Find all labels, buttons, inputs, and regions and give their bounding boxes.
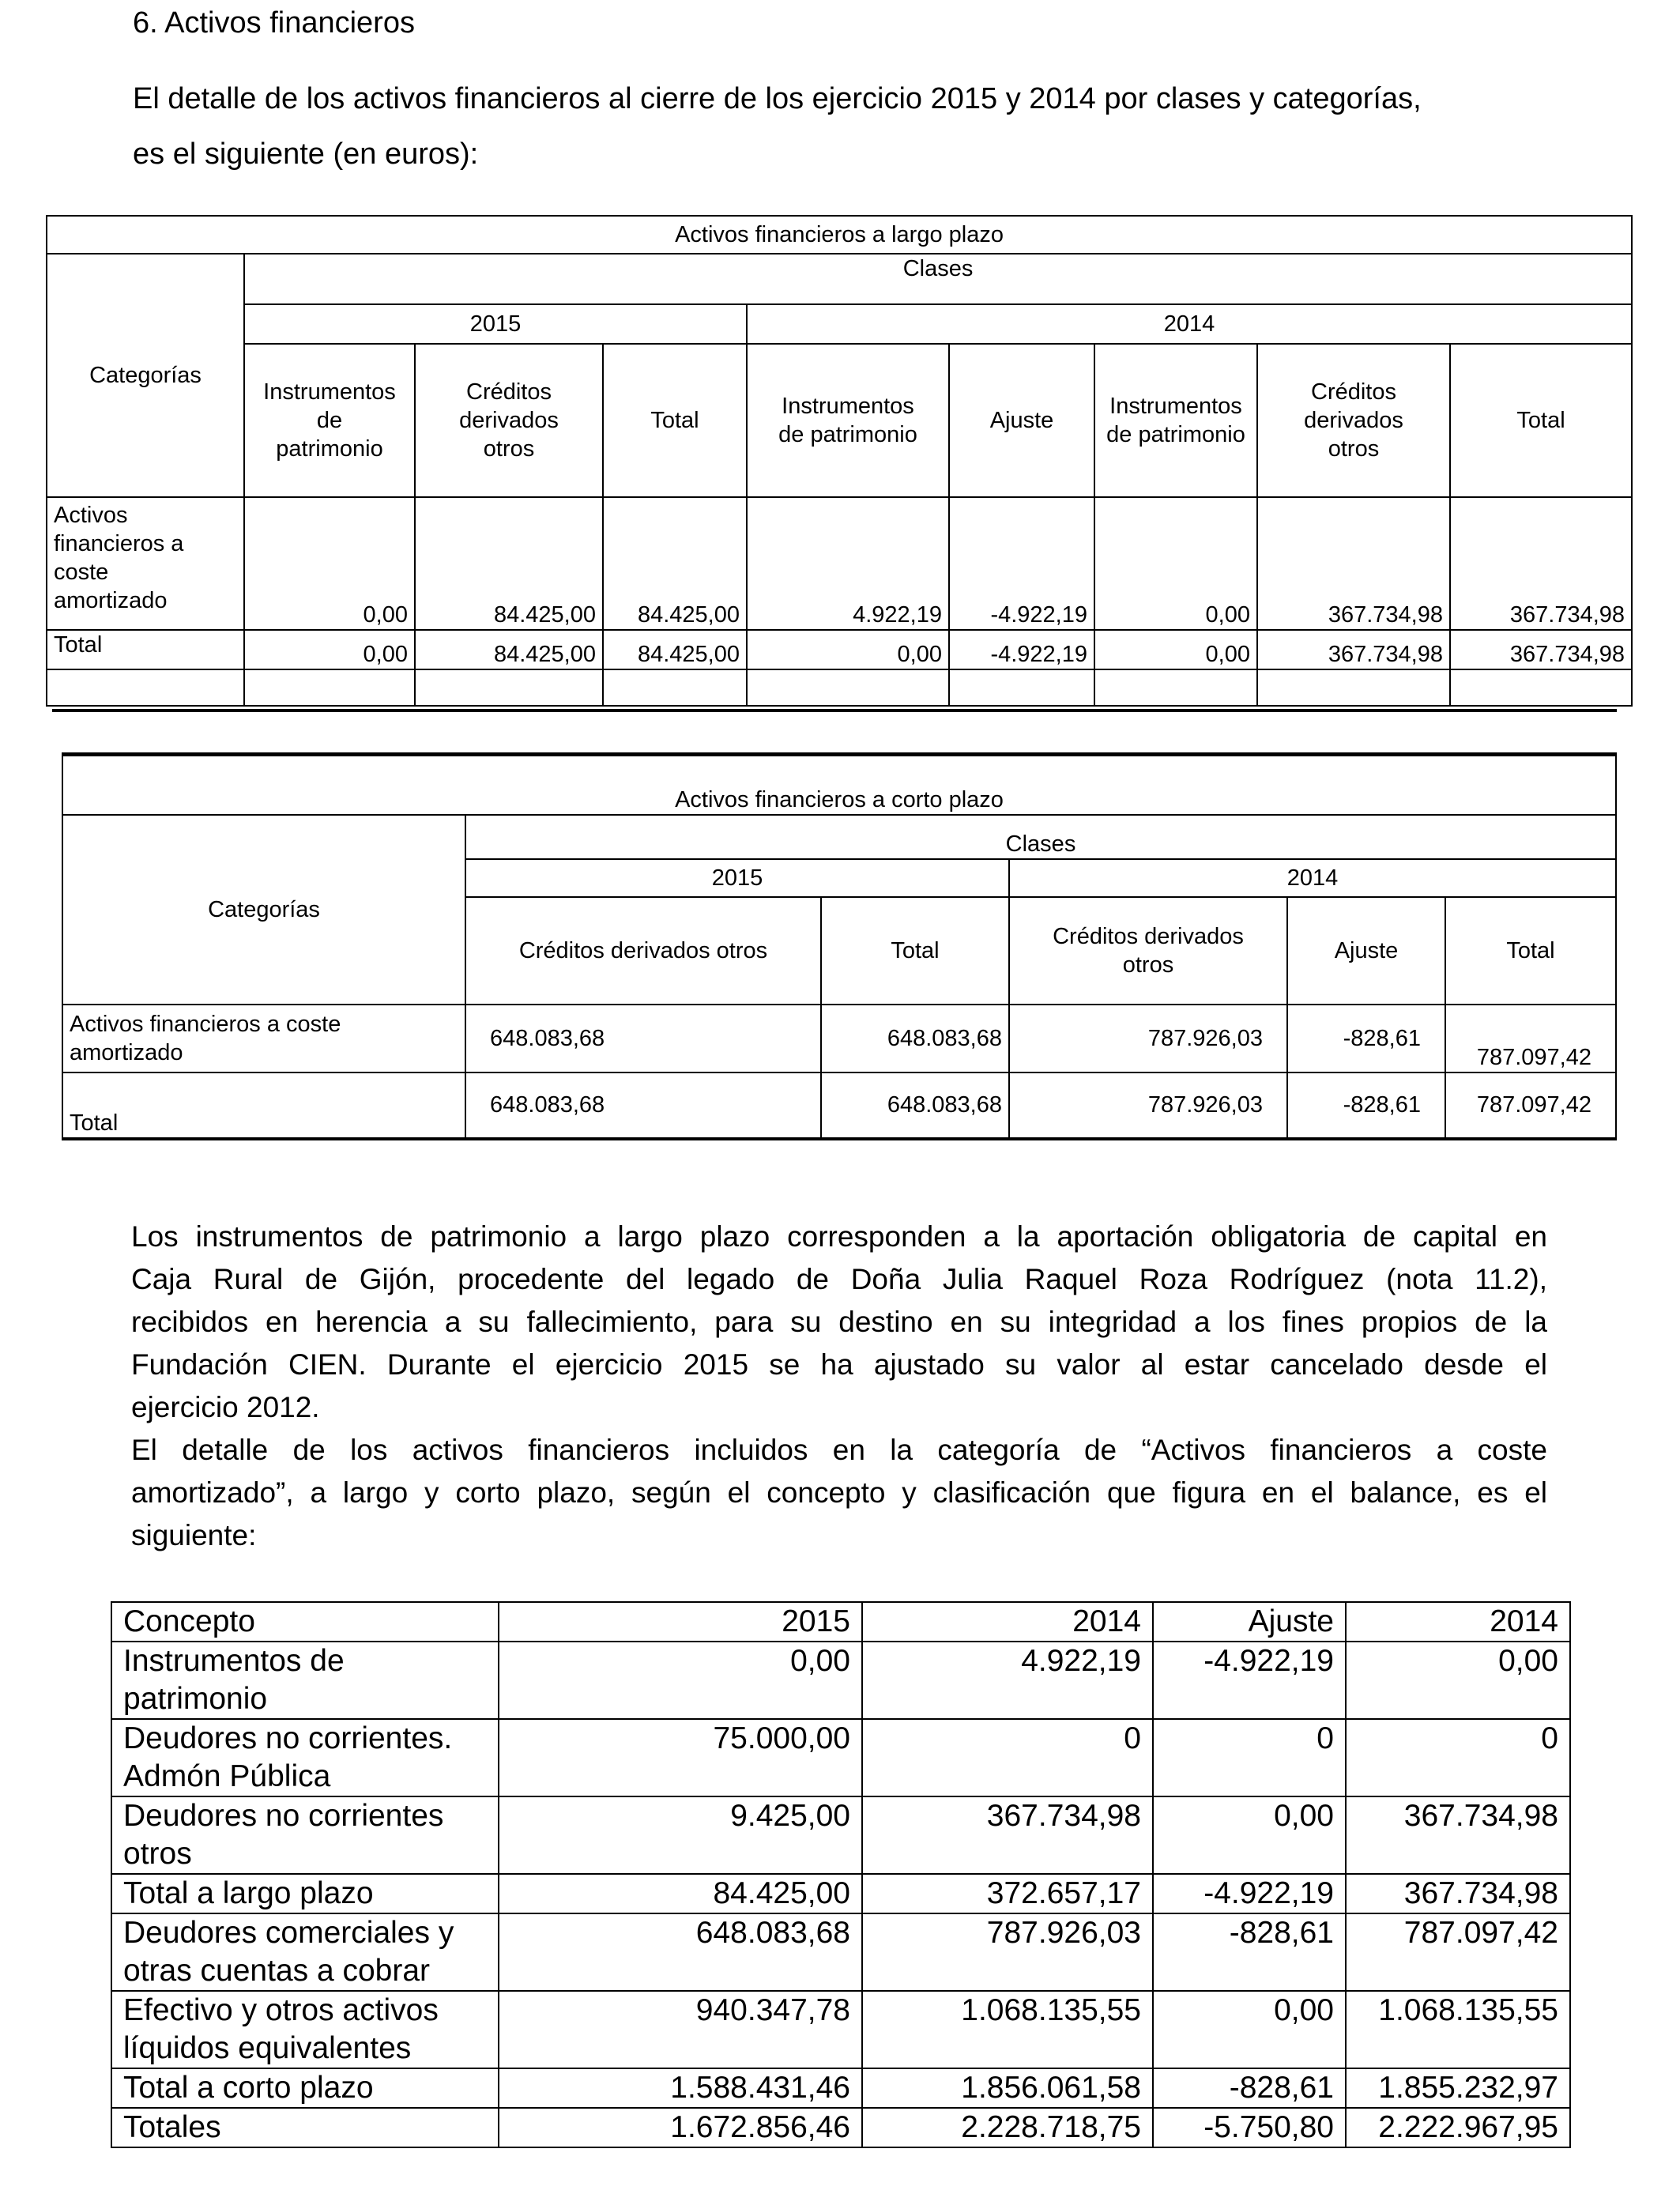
value-cell: 367.734,98 xyxy=(1257,497,1450,630)
value-cell: 0,00 xyxy=(1094,630,1257,669)
value-cell: 367.734,98 xyxy=(1346,1796,1570,1874)
year-2014-header: 2014 xyxy=(747,304,1632,344)
value-cell: 787.926,03 xyxy=(1009,1005,1287,1072)
value-cell: 0,00 xyxy=(1153,1796,1346,1874)
value-cell: -828,61 xyxy=(1287,1005,1445,1072)
explanatory-paragraph xyxy=(131,1216,1547,1557)
row-label: Efectivo y otros activos líquidos equivalentes xyxy=(111,1991,499,2068)
divider xyxy=(52,709,1617,712)
header-ajuste: Ajuste xyxy=(1153,1602,1346,1642)
long-term-assets-table xyxy=(46,215,1633,707)
value-cell: 4.922,19 xyxy=(747,497,949,630)
table-row xyxy=(47,630,1632,669)
table-row xyxy=(111,2068,1570,2108)
table-row xyxy=(111,1913,1570,1991)
value-cell: 0,00 xyxy=(1094,497,1257,630)
col-creditos-2014: Créditos derivados otros xyxy=(1009,897,1287,1005)
value-cell: -828,61 xyxy=(1153,2068,1346,2108)
header-2014: 2014 xyxy=(862,1602,1153,1642)
year-2015-header: 2015 xyxy=(465,859,1009,897)
value-cell: -4.922,19 xyxy=(1153,1642,1346,1719)
year-2015-header: 2015 xyxy=(244,304,747,344)
value-cell: 4.922,19 xyxy=(862,1642,1153,1719)
value-cell: -4.922,19 xyxy=(1153,1874,1346,1913)
row-label: Activos financieros a coste amortizado xyxy=(47,497,244,630)
paragraph-line: ejercicio 2012. xyxy=(131,1391,320,1423)
categorias-header: Categorías xyxy=(47,254,244,497)
table-title: Activos financieros a largo plazo xyxy=(47,216,1632,254)
value-cell: 0 xyxy=(1153,1719,1346,1796)
row-label: Deudores no corrientes. Admón Pública xyxy=(111,1719,499,1796)
value-cell: 787.097,42 xyxy=(1445,1005,1616,1072)
clases-header: Clases xyxy=(244,254,1632,304)
value-cell: 0 xyxy=(1346,1719,1570,1796)
value-cell: 0,00 xyxy=(747,630,949,669)
value-cell: 372.657,17 xyxy=(862,1874,1153,1913)
clases-header: Clases xyxy=(465,815,1616,859)
row-label: Activos financieros a coste amortizado xyxy=(62,1005,465,1072)
paragraph-line: Caja Rural de Gijón, procedente del legado de Doña Julia Raquel Roza Rodríguez (nota 11.2), xyxy=(131,1263,1547,1295)
paragraph-line: amortizado”, a largo y corto plazo, según el concepto y clasificación que figura en el balance, es el xyxy=(131,1476,1547,1509)
paragraph-line: recibidos en herencia a su fallecimiento, para su destino en su integridad a los fines propios de la xyxy=(131,1306,1547,1338)
value-cell: 1.588.431,46 xyxy=(499,2068,862,2108)
row-label: Total a corto plazo xyxy=(111,2068,499,2108)
section-heading: 6. Activos financieros xyxy=(133,6,415,40)
col-total-2015: Total xyxy=(603,344,747,497)
table-row xyxy=(62,1072,1616,1139)
value-cell: 84.425,00 xyxy=(603,497,747,630)
col-ajuste-2014: Ajuste xyxy=(1287,897,1445,1005)
value-cell: 0,00 xyxy=(1153,1991,1346,2068)
year-2014-header: 2014 xyxy=(1009,859,1616,897)
short-term-assets-table xyxy=(62,752,1617,1140)
value-cell: 1.068.135,55 xyxy=(1346,1991,1570,2068)
categorias-header: Categorías xyxy=(62,815,465,1005)
header-concepto: Concepto xyxy=(111,1602,499,1642)
value-cell: 84.425,00 xyxy=(415,630,603,669)
table-row xyxy=(111,1991,1570,2068)
col-creditos-2015: Créditos derivados otros xyxy=(465,897,821,1005)
col-creditos-2015: Créditos derivados otros xyxy=(415,344,603,497)
intro-line: es el siguiente (en euros): xyxy=(133,138,479,171)
value-cell: 648.083,68 xyxy=(821,1005,1009,1072)
value-cell: 787.926,03 xyxy=(1009,1072,1287,1139)
value-cell: 1.856.061,58 xyxy=(862,2068,1153,2108)
paragraph-line: El detalle de los activos financieros incluidos en la categoría de “Activos financieros a coste xyxy=(131,1434,1547,1466)
table-header-row xyxy=(111,1602,1570,1642)
col-instrumentos-2014: Instrumentos de patrimonio xyxy=(747,344,949,497)
value-cell: 75.000,00 xyxy=(499,1719,862,1796)
value-cell: 787.097,42 xyxy=(1346,1913,1570,1991)
value-cell: 0,00 xyxy=(244,497,415,630)
value-cell: 0 xyxy=(862,1719,1153,1796)
table-row xyxy=(62,1005,1616,1072)
value-cell: 1.672.856,46 xyxy=(499,2108,862,2147)
value-cell: 648.083,68 xyxy=(821,1072,1009,1139)
col-total-2014: Total xyxy=(1445,897,1616,1005)
table-row xyxy=(111,1642,1570,1719)
value-cell: 9.425,00 xyxy=(499,1796,862,1874)
table-row xyxy=(111,1796,1570,1874)
col-ajuste-2014: Ajuste xyxy=(949,344,1094,497)
header-2014-b: 2014 xyxy=(1346,1602,1570,1642)
value-cell: 367.734,98 xyxy=(862,1796,1153,1874)
value-cell: 367.734,98 xyxy=(1346,1874,1570,1913)
table-row xyxy=(47,669,1632,706)
value-cell: -828,61 xyxy=(1287,1072,1445,1139)
row-label: Total a largo plazo xyxy=(111,1874,499,1913)
value-cell: 1.068.135,55 xyxy=(862,1991,1153,2068)
value-cell: -4.922,19 xyxy=(949,497,1094,630)
paragraph-line: siguiente: xyxy=(131,1519,257,1551)
value-cell: 0,00 xyxy=(1346,1642,1570,1719)
value-cell: 2.222.967,95 xyxy=(1346,2108,1570,2147)
row-label: Deudores comerciales y otras cuentas a cobrar xyxy=(111,1913,499,1991)
value-cell: 1.855.232,97 xyxy=(1346,2068,1570,2108)
value-cell: 2.228.718,75 xyxy=(862,2108,1153,2147)
row-label: Deudores no corrientes otros xyxy=(111,1796,499,1874)
value-cell: 648.083,68 xyxy=(465,1072,821,1139)
col-total-2014: Total xyxy=(1450,344,1632,497)
value-cell: -5.750,80 xyxy=(1153,2108,1346,2147)
row-label: Instrumentos de patrimonio xyxy=(111,1642,499,1719)
concepto-detail-table xyxy=(111,1601,1571,2148)
value-cell: 0,00 xyxy=(244,630,415,669)
col-instrumentos-2015: Instrumentos de patrimonio xyxy=(244,344,415,497)
intro-paragraph xyxy=(133,71,1555,182)
table-row xyxy=(47,497,1632,630)
col-instrumentos-2014-b: Instrumentos de patrimonio xyxy=(1094,344,1257,497)
value-cell: 648.083,68 xyxy=(465,1005,821,1072)
value-cell: 367.734,98 xyxy=(1450,630,1632,669)
paragraph-line: Los instrumentos de patrimonio a largo plazo corresponden a la aportación obligatoria de capital en xyxy=(131,1220,1547,1253)
value-cell: 84.425,00 xyxy=(415,497,603,630)
value-cell: 367.734,98 xyxy=(1257,630,1450,669)
value-cell: -828,61 xyxy=(1153,1913,1346,1991)
row-label: Total xyxy=(47,630,244,669)
value-cell: 0,00 xyxy=(499,1642,862,1719)
col-creditos-2014: Créditos derivados otros xyxy=(1257,344,1450,497)
value-cell: 84.425,00 xyxy=(603,630,747,669)
value-cell: 367.734,98 xyxy=(1450,497,1632,630)
value-cell: 940.347,78 xyxy=(499,1991,862,2068)
col-total-2015: Total xyxy=(821,897,1009,1005)
value-cell: 787.097,42 xyxy=(1445,1072,1616,1139)
table-row xyxy=(111,1719,1570,1796)
row-label: Total xyxy=(62,1072,465,1139)
table-row xyxy=(111,2108,1570,2147)
header-2015: 2015 xyxy=(499,1602,862,1642)
row-label: Totales xyxy=(111,2108,499,2147)
table-title: Activos financieros a corto plazo xyxy=(62,755,1616,815)
value-cell: 648.083,68 xyxy=(499,1913,862,1991)
value-cell: -4.922,19 xyxy=(949,630,1094,669)
paragraph-line: Fundación CIEN. Durante el ejercicio 2015 se ha ajustado su valor al estar cancelado desde el xyxy=(131,1348,1547,1381)
value-cell: 84.425,00 xyxy=(499,1874,862,1913)
value-cell: 787.926,03 xyxy=(862,1913,1153,1991)
intro-line: El detalle de los activos financieros al cierre de los ejercicio 2015 y 2014 por clases y categorías, xyxy=(133,82,1422,115)
table-row xyxy=(111,1874,1570,1913)
